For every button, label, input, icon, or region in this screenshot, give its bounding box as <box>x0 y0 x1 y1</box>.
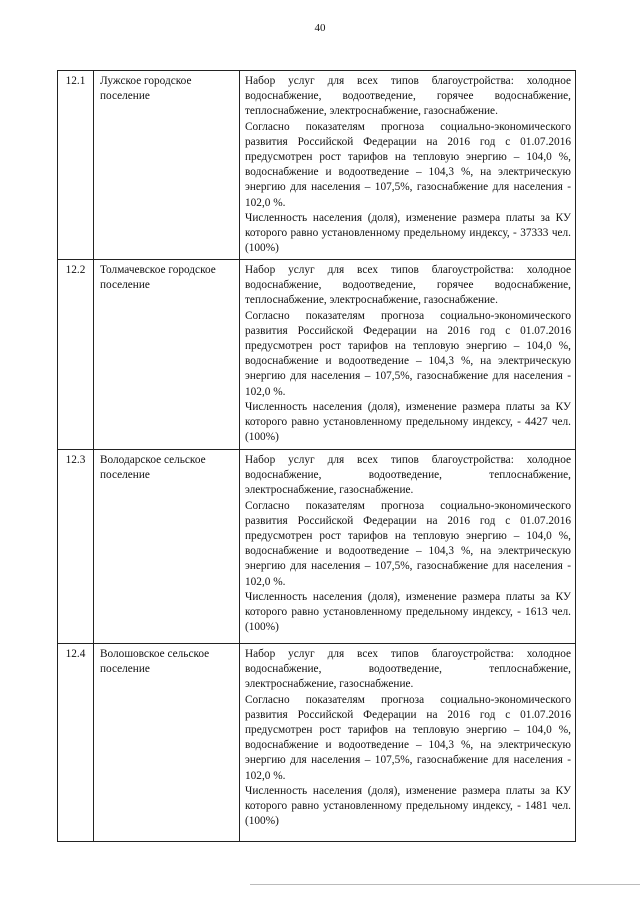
page-number: 40 <box>314 22 326 34</box>
scan-edge-line <box>250 884 640 885</box>
settlement-name: Волошовское сельское поселение <box>94 644 240 842</box>
population-text: Численность населения (доля), изменение размера платы за КУ которого равно установленному предельному индексу, - 4427 чел. (100%) <box>245 400 571 444</box>
services-text: Набор услуг для всех типов благоустройства: холодное водоснабжение, водоотведение, теплоснабжение, электроснабжение, газоснабжение. <box>245 454 571 497</box>
population-text: Численность населения (доля), изменение размера платы за КУ которого равно установленному предельному индексу, - 1481 чел. (100%) <box>245 784 571 828</box>
row-number: 12.4 <box>58 644 94 842</box>
settlements-table <box>57 70 576 842</box>
settlement-name: Лужское городское поселение <box>94 71 240 260</box>
forecast-text: Согласно показателям прогноза социально-экономического развития Российской Федерации на 2016 год с 01.07.2016 предусмотрен рост тарифов на тепловую энергию – 104,0 %, водоснабжение и водоотведение – 104,3 %, на электрическую энергию для населения – 107,5%, газоснабжение для населения - 102,0 %. <box>245 120 571 209</box>
population-text: Численность населения (доля), изменение размера платы за КУ которого равно установленному предельному индексу, - 37333 чел. (100%) <box>245 211 571 255</box>
forecast-text: Согласно показателям прогноза социально-экономического развития Российской Федерации на 2016 год с 01.07.2016 предусмотрен рост тарифов на тепловую энергию – 104,0 %, водоснабжение и водоотведение – 104,3 %, на электрическую энергию для населения – 107,5%, газоснабжение для населения - 102,0 %. <box>245 309 571 398</box>
row-number: 12.1 <box>58 71 94 260</box>
services-text: Набор услуг для всех типов благоустройства: холодное водоснабжение, водоотведение, горячее водоснабжение, теплоснабжение, электроснабжение, газоснабжение. <box>245 75 571 118</box>
row-number: 12.3 <box>58 450 94 644</box>
row-description <box>240 260 576 450</box>
table-row <box>58 71 576 260</box>
settlement-name: Володарское сельское поселение <box>94 450 240 644</box>
settlement-name: Толмачевское городское поселение <box>94 260 240 450</box>
table-row <box>58 644 576 842</box>
forecast-text: Согласно показателям прогноза социально-экономического развития Российской Федерации на 2016 год с 01.07.2016 предусмотрен рост тарифов на тепловую энергию – 104,0 %, водоснабжение и водоотведение – 104,3 %, на электрическую энергию для населения – 107,5%, газоснабжение для населения - 102,0 %. <box>245 499 571 588</box>
row-description <box>240 644 576 842</box>
row-description <box>240 71 576 260</box>
forecast-text: Согласно показателям прогноза социально-экономического развития Российской Федерации на 2016 год с 01.07.2016 предусмотрен рост тарифов на тепловую энергию – 104,0 %, водоснабжение и водоотведение – 104,3 %, на электрическую энергию для населения – 107,5%, газоснабжение для населения - 102,0 %. <box>245 693 571 782</box>
population-text: Численность населения (доля), изменение размера платы за КУ которого равно установленному предельному индексу, - 1613 чел. (100%) <box>245 590 571 634</box>
table-row <box>58 260 576 450</box>
row-number: 12.2 <box>58 260 94 450</box>
row-description <box>240 450 576 644</box>
services-text: Набор услуг для всех типов благоустройства: холодное водоснабжение, водоотведение, теплоснабжение, электроснабжение, газоснабжение. <box>245 648 571 691</box>
services-text: Набор услуг для всех типов благоустройства: холодное водоснабжение, водоотведение, горячее водоснабжение, теплоснабжение, электроснабжение, газоснабжение. <box>245 264 571 307</box>
table-row <box>58 450 576 644</box>
